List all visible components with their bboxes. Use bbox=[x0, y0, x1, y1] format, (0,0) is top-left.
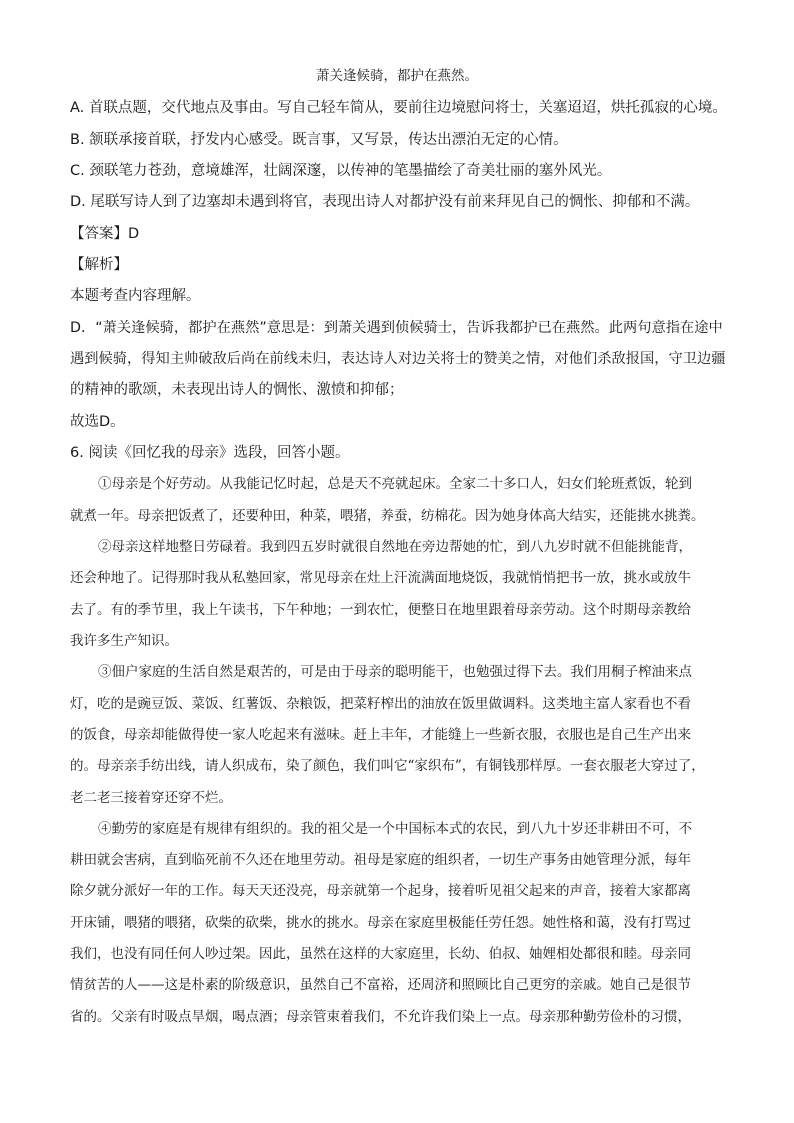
option-b: B. 颔联承接首联，抒发内心感受。既言事，又写景，传达出漂泊无定的心情。 bbox=[70, 132, 568, 148]
analysis-heading: 【解析】 bbox=[70, 257, 128, 273]
question-6: 6. 阅读《回忆我的母亲》选段，回答小题。 bbox=[70, 445, 350, 461]
answer-label: 【答案】D bbox=[70, 226, 140, 242]
passage-line: 的。母亲亲手纺出线，请人织成布，染了颜色，我们叫它“家织布”，有铜钱那样厚。一套衣服老大穿过了， bbox=[70, 758, 705, 774]
conclusion: 故选D。 bbox=[70, 414, 125, 430]
passage-line: 开床铺，喂猪的喂猪，砍柴的砍柴，挑水的挑水。母亲在家庭里极能任劳任怨。她性格和蔼，没有打骂过 bbox=[70, 915, 691, 931]
passage-line: 去了。有的季节里，我上午读书，下午种地；一到农忙，便整日在地里跟着母亲劳动。这个时期母亲教给 bbox=[70, 602, 691, 618]
poem-line: 萧关逢候骑，都护在燕然。 bbox=[316, 68, 478, 84]
option-a: A. 首联点题，交代地点及事由。写自己轻车简从，要前往边境慰问将士，关塞迢迢，烘托孤寂的心境。 bbox=[70, 100, 727, 116]
passage-line: 省的。父亲有时吸点旱烟，喝点酒；母亲管束着我们，不允许我们染上一点。母亲那种勤劳俭朴的习惯， bbox=[70, 1009, 691, 1025]
passage-line: 我们，也没有同任何人吵过架。因此，虽然在这样的大家庭里，长幼、伯叔、妯娌相处都很和睦。母亲同 bbox=[70, 946, 691, 962]
passage-line: ②母亲这样地整日劳碌着。我到四五岁时就很自然地在旁边帮她的忙，到八九岁时就不但能挑能背， bbox=[98, 539, 692, 555]
analysis-line: 遇到候骑，得知主帅破敌后尚在前线未归，表达诗人对边关将士的赞美之情，对他们杀敌报国，守卫边疆 bbox=[70, 351, 726, 367]
passage-line: 老二老三接着穿还穿不烂。 bbox=[70, 790, 232, 806]
passage-line: ①母亲是个好劳动。从我能记忆时起，总是天不亮就起床。全家二十多口人，妇女们轮班煮饭，轮到 bbox=[98, 476, 692, 492]
analysis-line: 的精神的歌颂，未表现出诗人的惆怅、激愤和抑郁； bbox=[70, 382, 404, 398]
analysis-intro: 本题考查内容理解。 bbox=[70, 288, 201, 304]
passage-line: 还会种地了。记得那时我从私塾回家，常见母亲在灶上汗流满面地烧饭，我就悄悄把书一放，挑水或放牛 bbox=[70, 570, 691, 586]
option-c: C. 颈联笔力苍劲，意境雄浑，壮阔深邃，以传神的笔墨描绘了奇美壮丽的塞外风光。 bbox=[70, 163, 612, 179]
passage-line: 灯，吃的是豌豆饭、菜饭、红薯饭、杂粮饭，把菜籽榨出的油放在饭里做调料。这类地主富人家看也不看 bbox=[70, 696, 691, 712]
analysis-line: D．“萧关逢候骑，都护在燕然”意思是：到萧关遇到侦候骑士，告诉我都护已在燕然。此两句意指在途中 bbox=[70, 320, 723, 336]
option-d: D. 尾联写诗人到了边塞却未遇到将官，表现出诗人对都护没有前来拜见自己的惆怅、抑郁和不满。 bbox=[70, 194, 700, 210]
passage-line: ④勤劳的家庭是有规律有组织的。我的祖父是一个中国标本式的农民，到八九十岁还非耕田不可，不 bbox=[98, 821, 692, 837]
passage-line: 除夕就分派好一年的工作。每天天还没亮，母亲就第一个起身，接着听见祖父起来的声音，接着大家都离 bbox=[70, 883, 691, 899]
passage-line: 就煮一年。母亲把饭煮了，还要种田，种菜，喂猪，养蚕，纺棉花。因为她身体高大结实，还能挑水挑粪。 bbox=[70, 508, 705, 524]
passage-line: 的饭食，母亲却能做得使一家人吃起来有滋味。赶上丰年，才能缝上一些新衣服，衣服也是自己生产出来 bbox=[70, 727, 691, 743]
passage-line: 情贫苦的人——这是朴素的阶级意识，虽然自己不富裕，还周济和照顾比自己更穷的亲戚。她自己是很节 bbox=[70, 977, 691, 993]
passage-line: 我许多生产知识。 bbox=[70, 633, 178, 649]
passage-line: 耕田就会害病，直到临死前不久还在地里劳动。祖母是家庭的组织者，一切生产事务由她管理分派，每年 bbox=[70, 852, 691, 868]
passage-line: ③佃户家庭的生活自然是艰苦的，可是由于母亲的聪明能干，也勉强过得下去。我们用桐子榨油来点 bbox=[98, 664, 692, 680]
